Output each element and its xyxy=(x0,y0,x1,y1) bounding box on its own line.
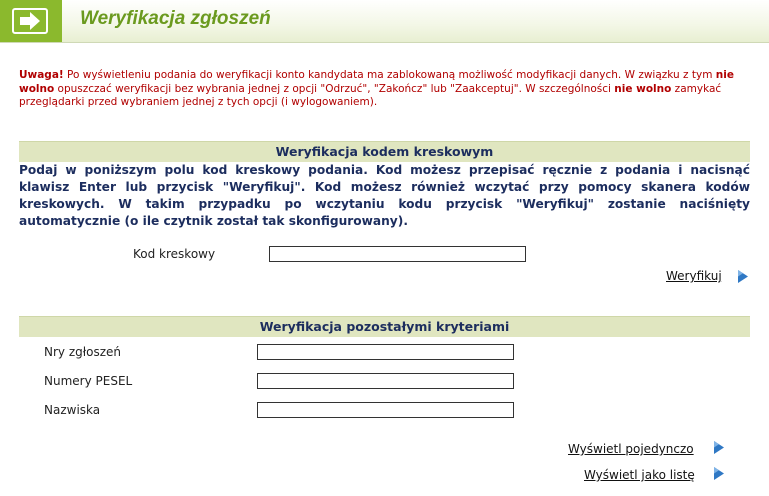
warning-emphasis-1: nie wolno xyxy=(19,69,734,95)
criteria-section-header: Weryfikacja pozostałymi kryteriami xyxy=(19,316,750,337)
page-title: Weryfikacja zgłoszeń xyxy=(80,8,271,29)
verify-arrow-icon[interactable] xyxy=(737,270,749,283)
show-list-link[interactable]: Wyświetl jako listę xyxy=(584,468,695,482)
header-icon-box xyxy=(0,0,62,42)
criteria-field-label-surnames: Nazwiska xyxy=(44,403,101,417)
application-numbers-input[interactable] xyxy=(257,344,514,360)
warning-label: Uwaga! xyxy=(19,69,64,81)
warning-text-1: Po wyświetleniu podania do weryfikacji konto kandydata ma zablokowaną możliwość modyfikacji danych. W związku z tym xyxy=(63,69,716,81)
show-single-link[interactable]: Wyświetl pojedynczo xyxy=(568,442,694,456)
page-header xyxy=(0,0,769,43)
barcode-field-label: Kod kreskowy xyxy=(133,247,216,261)
warning-message xyxy=(19,69,754,110)
arrow-right-icon xyxy=(12,8,48,34)
barcode-input[interactable] xyxy=(269,246,526,262)
criteria-field-label-numbers: Nry zgłoszeń xyxy=(44,345,122,359)
surnames-input[interactable] xyxy=(257,402,514,418)
warning-text-3: zamykać przeglądarki przed wybraniem jednej z tych opcji (i wylogowaniem). xyxy=(19,82,722,108)
show-single-arrow-icon[interactable] xyxy=(713,441,725,454)
barcode-instructions: Podaj w poniższym polu kod kreskowy podania. Kod możesz przepisać ręcznie z podania i nacisnąć klawisz Enter lub przycisk "Weryfikuj". Kod możesz również wczytać przy pomocy skanera kodów kreskowych. W takim przypadku po wczytaniu kodu przycisk "Weryfikuj" zostanie naciśnięty automatycznie (o ile czytnik został tak skonfigurowany). xyxy=(19,163,750,228)
criteria-field-label-pesel: Numery PESEL xyxy=(44,374,133,388)
verify-link[interactable]: Weryfikuj xyxy=(666,269,722,283)
barcode-section-header: Weryfikacja kodem kreskowym xyxy=(19,141,750,162)
warning-text-2: opuszczać weryfikacji bez wybrania jednej z opcji "Odrzuć", "Zakończ" lub "Zaakceptuj". W szczególności xyxy=(54,82,615,95)
show-list-arrow-icon[interactable] xyxy=(713,467,725,480)
pesel-numbers-input[interactable] xyxy=(257,373,514,389)
warning-emphasis-2: nie wolno xyxy=(614,82,672,95)
